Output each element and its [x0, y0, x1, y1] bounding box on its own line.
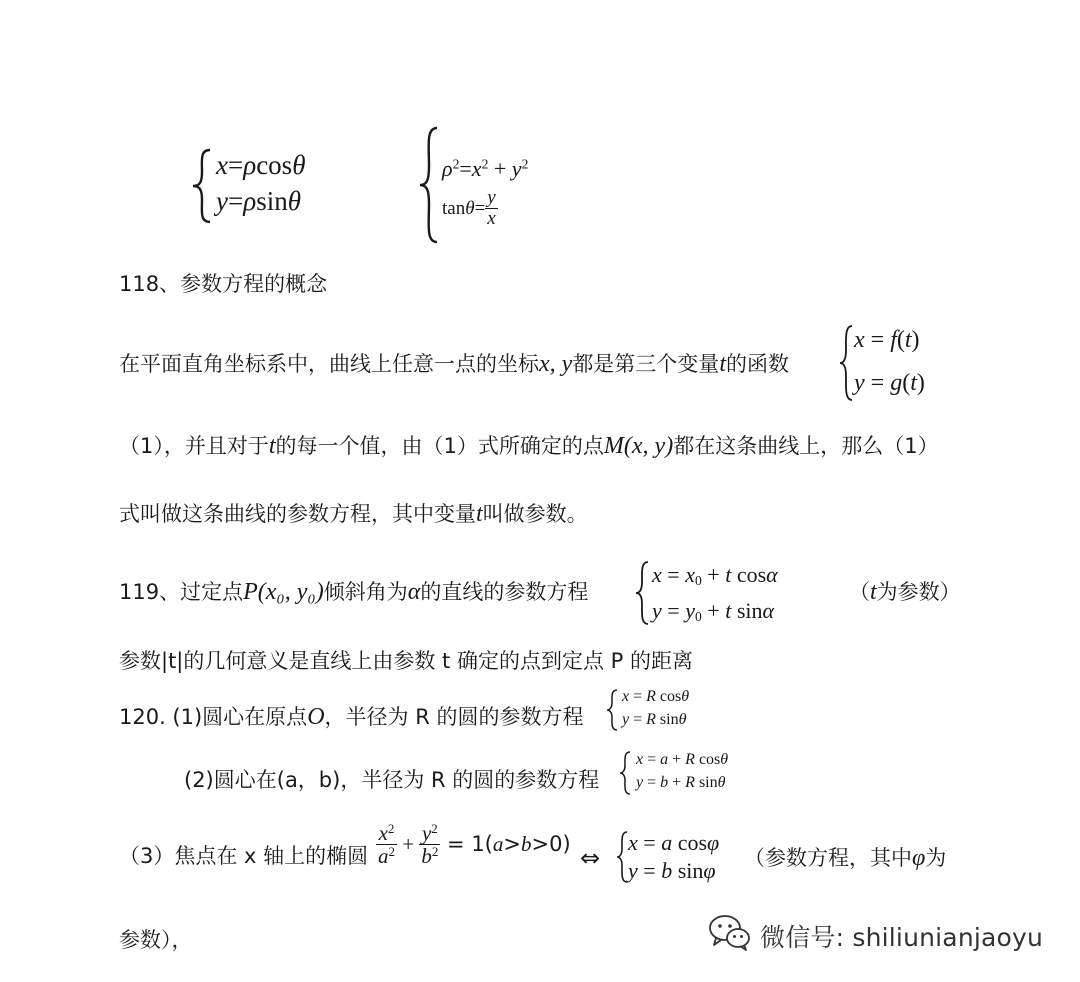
origin-o: O [307, 704, 325, 730]
var-t: t [268, 433, 276, 459]
paragraph-120-part1: 120. (1)圆心在原点O，半径为 R 的圆的参数方程 [119, 704, 584, 730]
left-brace [605, 688, 619, 732]
equation-y-line: $y = y_0 + t$ sinα [652, 598, 775, 624]
left-brace [615, 830, 629, 884]
paragraph-120-part3-line2: 参数）， [119, 928, 193, 952]
paragraph-118-line1: 在平面直角坐标系中，曲线上任意一点的坐标x, y都是第三个变量t的函数 [119, 351, 789, 377]
point-p: P(x₀, y₀) [243, 579, 324, 605]
alpha-symbol: α [407, 579, 421, 605]
left-brace [838, 324, 854, 402]
phi-symbol: φ [912, 845, 926, 871]
equation-rho-squared: $\rho^2=x^2 + y^2$ [442, 156, 529, 181]
paragraph-118-line3: 式叫做这条曲线的参数方程，其中变量t叫做参数。 [119, 501, 588, 527]
left-brace [190, 148, 214, 224]
equation-y-circle: y = R sinθ [622, 711, 687, 728]
equation-y-ellipse: y = b sinφ [628, 858, 716, 883]
equation-y-circle-center: y = b + R sinθ [636, 774, 726, 791]
paragraph-120-part3-prefix: （3）焦点在 x 轴上的椭圆 [119, 844, 369, 868]
equation-x-f-t: x = f(t) [854, 327, 920, 353]
left-brace [634, 560, 650, 626]
point-m: M(x, y) [603, 433, 674, 459]
watermark-text: 微信号: shiliunianjaoyu [760, 923, 1044, 952]
equation-x-circle-center: x = a + R cosθ [636, 751, 729, 768]
coords-xy: x, y [539, 351, 573, 377]
equation-x-line: $x = x_0 + t$ cosα [652, 562, 778, 588]
paragraph-119: 119、过定点P(x₀, y₀)倾斜角为α的直线的参数方程 [119, 579, 589, 605]
paragraph-120-part2: (2)圆心在(a，b)，半径为 R 的圆的参数方程 [184, 768, 600, 792]
left-brace [618, 750, 632, 796]
wechat-icon [706, 912, 754, 952]
ellipse-equation: $\frac{x^2}{a^2}$ + $\frac{y^2}{b^2}$ = 1(a>b>0) [378, 821, 571, 869]
paragraph-119-meaning: 参数|t|的几何意义是直线上由参数 t 确定的点到定点 P 的距离 [119, 649, 693, 673]
paragraph-118-line2: （1），并且对于t的每一个值，由（1）式所确定的点M(x, y)都在这条曲线上，那么（1） [119, 433, 939, 459]
left-brace [417, 126, 441, 244]
heading-118: 118、参数方程的概念 [119, 272, 328, 296]
var-t: t [719, 351, 726, 377]
iff-symbol: ⇔ [580, 844, 601, 872]
equation-tan-theta: tanθ= $\frac{y}{x}$ [442, 187, 496, 229]
note-t-parameter: （t为参数） [849, 579, 961, 605]
var-t: t [870, 579, 877, 605]
equation-x-circle: x = R cosθ [622, 688, 690, 705]
equation-y-g-t: y = g(t) [854, 370, 925, 396]
equation-x-rho-cos: x=ρcosθ [216, 150, 306, 180]
var-t: t [476, 501, 483, 527]
equation-x-ellipse: x = a cosφ [628, 830, 720, 855]
paragraph-120-part3-suffix: （参数方程，其中φ为 [744, 845, 947, 871]
equation-y-rho-sin: y=ρsinθ [216, 186, 301, 216]
